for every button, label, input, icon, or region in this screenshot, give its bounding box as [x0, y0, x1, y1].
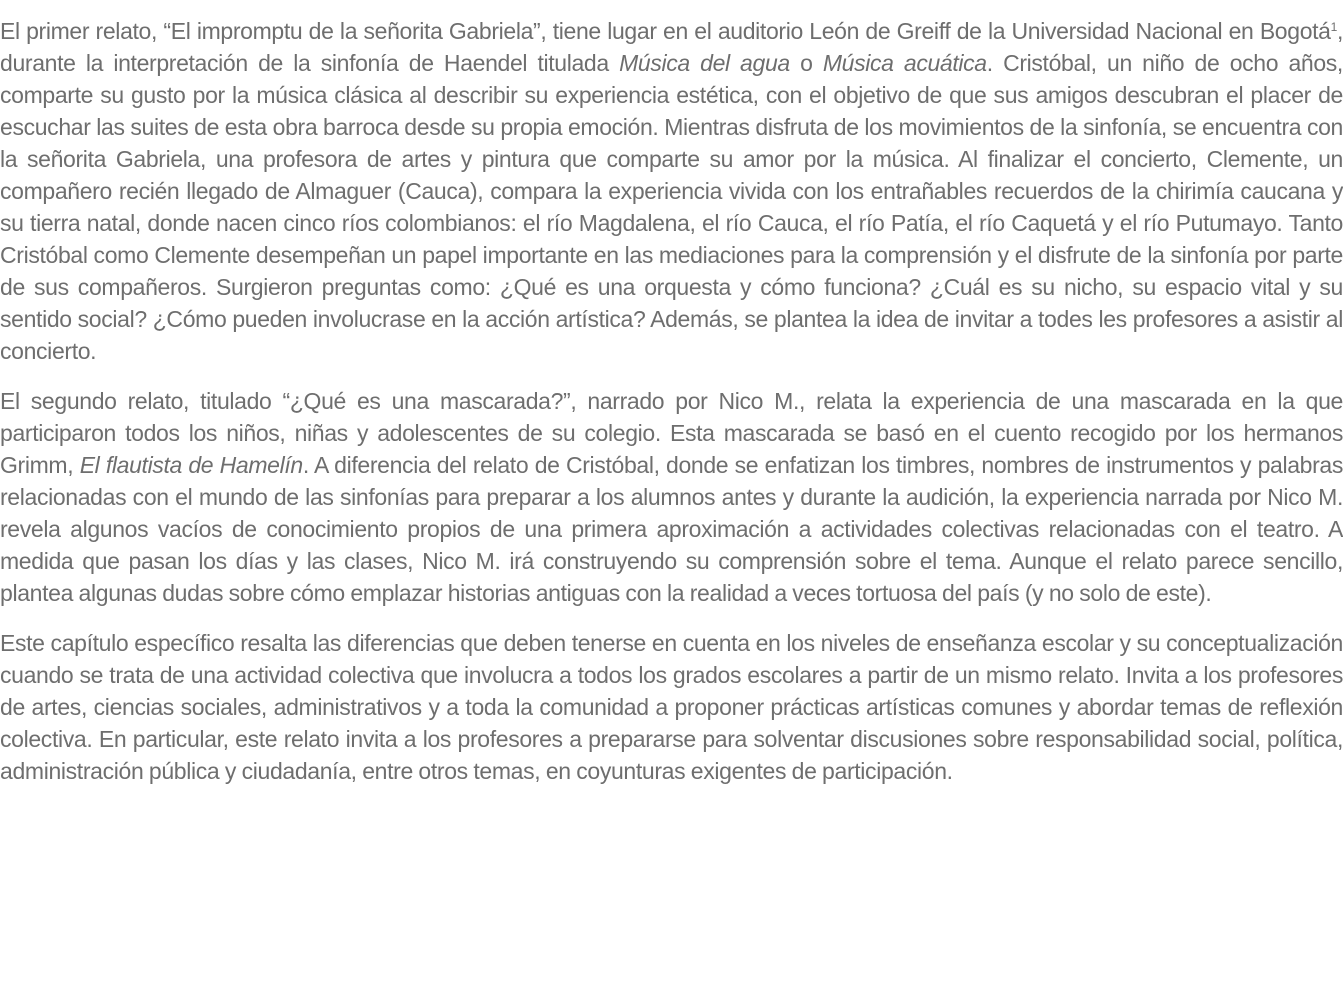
- italic-title: Música acuática: [822, 50, 987, 76]
- footnote-reference[interactable]: 1: [1330, 20, 1337, 34]
- paragraph-second-story: [0, 385, 1343, 609]
- paragraph-text: . A diferencia del relato de Cristóbal, donde se enfatizan los timbres, nombres de instrumentos y palabras relacionadas con el mundo de las sinfonías para preparar a los alumnos antes y durante la audición, la experiencia narrada por Nico M. revela algunos vacíos de conocimiento propios de una primera aproximación a actividades colectivas relacionadas con el teatro. A medida que pasan los días y las clases, Nico M. irá construyendo su comprensión sobre el tema. Aunque el relato parece sencillo, plantea algunas dudas sobre cómo emplazar historias antiguas con la realidad a veces tortuosa del país (y no solo de este).: [0, 452, 1343, 606]
- paragraph-text: , durante la interpretación de la sinfonía de Haendel titulada: [0, 18, 1343, 76]
- paragraph-text: . Cristóbal, un niño de ocho años, comparte su gusto por la música clásica al describir su experiencia estética, con el objetivo de que sus amigos descubran el placer de escuchar las suites de esta obra barroca desde su propia emoción. Mientras disfruta de los movimientos de la sinfonía, se encuentra con la señorita Gabriela, una profesora de artes y pintura que comparte su amor por la música. Al finalizar el concierto, Clemente, un compañero recién llegado de Almaguer (Cauca), compara la experiencia vivida con los entrañables recuerdos de la chirimía caucana y su tierra natal, donde nacen cinco ríos colombianos: el río Magdalena, el río Cauca, el río Patía, el río Caquetá y el río Putumayo. Tanto Cristóbal como Clemente desempeñan un papel importante en las mediaciones para la comprensión y el disfrute de la sinfonía por parte de sus compañeros. Surgieron preguntas como: ¿Qué es una orquesta y cómo funciona? ¿Cuál es su nicho, su espacio vital y su sentido social? ¿Cómo pueden involucrase en la acción artística? Además, se plantea la idea de invitar a todes les profesores a asistir al concierto.: [0, 50, 1343, 364]
- paragraph-text: o: [789, 50, 823, 76]
- document-body: [0, 15, 1343, 805]
- paragraph-first-story: [0, 15, 1343, 367]
- italic-title: El flautista de Hamelín: [79, 452, 303, 478]
- paragraph-text: Este capítulo específico resalta las diferencias que deben tenerse en cuenta en los niveles de enseñanza escolar y su conceptualización cuando se trata de una actividad colectiva que involucra a todos los grados escolares a partir de un mismo relato. Invita a los profesores de artes, ciencias sociales, administrativos y a toda la comunidad a proponer prácticas artísticas comunes y abordar temas de reflexión colectiva. En particular, este relato invita a los profesores a prepararse para solventar discusiones sobre responsabilidad social, política, administración pública y ciudadanía, entre otros temas, en coyunturas exigentes de participación.: [0, 630, 1343, 784]
- paragraph-chapter-summary: [0, 627, 1343, 787]
- italic-title: Música del agua: [619, 50, 790, 76]
- paragraph-text: El segundo relato, titulado “¿Qué es una mascarada?”, narrado por Nico M., relata la experiencia de una mascarada en la que participaron todos los niños, niñas y adolescentes de su colegio. Esta mascarada se basó en el cuento recogido por los hermanos Grimm,: [0, 388, 1343, 478]
- paragraph-text: El primer relato, “El impromptu de la señorita Gabriela”, tiene lugar en el auditorio León de Greiff de la Universidad Nacional en Bogotá: [0, 18, 1331, 44]
